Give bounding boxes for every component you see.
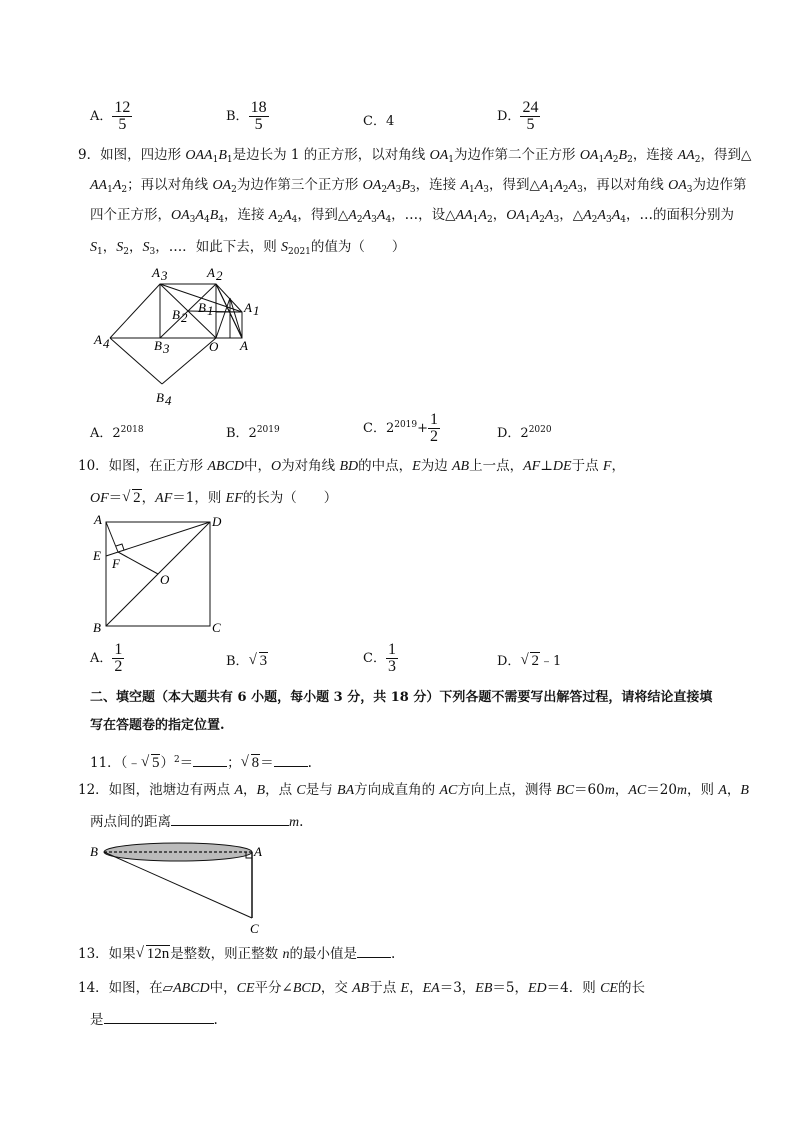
label-b2: B (172, 307, 180, 322)
label-e: E (93, 548, 101, 563)
svg-text:4: 4 (103, 336, 110, 351)
label-c: C (250, 921, 259, 936)
svg-text:1: 1 (207, 303, 214, 318)
q13: 13．如果√ 12n是整数，则正整数 n的最小值是 . (78, 944, 395, 965)
q9-option-a: A．$2^{2018}$ (90, 425, 144, 441)
q9-line-4: $S_1$，$S_2$，$S_3$，…．如此下去，则 $S_{2021}$的值为（ ） (90, 239, 406, 257)
svg-text:2: 2 (181, 310, 188, 325)
svg-text:4: 4 (165, 393, 172, 408)
q12-line-1: 12．如图，池塘边有两点 A，B，点 C是与 BA方向成直角的 AC方向上点，测得 BC＝60m，AC＝20m，则 A，B (78, 782, 749, 798)
q11-blank-1[interactable] (193, 754, 227, 767)
section-2-line-1: 二、填空题（本大题共有 6 小题，每小题 3 分，共 18 分）下列各题不需要写出解答过程，请将结论直接填 (90, 690, 713, 705)
q10-option-d: D．√ 2﹣1 (497, 650, 561, 670)
q12-line-2: 两点间的距离 m. (90, 814, 304, 830)
label-a1: A (244, 300, 252, 315)
q14-line-1: 14．如图，在▱ABCD中，CE平分∠BCD，交 AB于点 E，EA＝3，EB＝5，ED＝4．则 CE的长 (78, 980, 645, 996)
label-a: A (240, 338, 248, 353)
q14-blank[interactable] (104, 1011, 214, 1024)
label-f: F (112, 556, 120, 571)
label-b: B (90, 844, 98, 859)
label-b: B (93, 620, 101, 635)
q11: 11．（﹣√ 5）$^2$＝ ；√ 8＝ . (90, 750, 312, 773)
q9-line-1: 9．如图，四边形 $OAA_1B_1$是边长为 1 的正方形，以对角线 $OA_1$为边作第二个正方形 $OA_1A_2B_2$，连接 $AA_2$，得到△ (78, 147, 752, 165)
q10-option-b: B．√ 3 (226, 650, 268, 670)
label-b1: B (198, 300, 206, 315)
svg-text:3: 3 (163, 341, 170, 356)
label-b3: B (154, 338, 162, 353)
q9-line-2: $AA_1A_2$；再以对角线 $OA_2$为边作第三个正方形 $OA_2A_3B_3$，连接 $A_1A_3$，得到$\triangle A_1A_2A_3$，再以对角线 $OA_3$为边作第 (90, 177, 747, 195)
q10-figure (88, 512, 228, 640)
q8-option-d: D． $\frac{24}{5}$ (497, 99, 539, 133)
label-a4: A (94, 332, 102, 347)
label-a3: A (152, 265, 160, 280)
q9-option-d: D．$2^{2020}$ (497, 425, 552, 441)
svg-text:3: 3 (161, 268, 168, 283)
q9-option-b: B．$2^{2019}$ (226, 425, 280, 441)
label-a2: A (207, 265, 215, 280)
q9-option-c: C．$2^{2019}+$ $\frac{1}{2}$ (363, 411, 439, 445)
label-o: O (160, 572, 170, 587)
q10-line-2: OF＝√ 2，AF＝1，则 EF的长为（ ） (90, 488, 337, 509)
label-a: A (94, 512, 102, 527)
q9-figure (90, 262, 270, 412)
q9-line-3: 四个正方形，$OA_3A_4B_4$，连接 $A_2A_4$，得到$\triangle A_2A_3A_4$，…，设$\triangle AA_1A_2$，$OA_1A_2A_3$，$\triangle A_2A_3A_4$，…的面积分别为 (90, 207, 734, 225)
label-c: C (212, 620, 221, 635)
q14-line-2: 是 . (90, 1012, 218, 1028)
q8-option-b: B． $\frac{18}{5}$ (226, 99, 267, 133)
q8-option-a: A． $\frac{12}{5}$ (90, 99, 131, 133)
q13-blank[interactable] (357, 945, 391, 958)
label-o: O (209, 339, 219, 354)
label-d: D (212, 514, 222, 529)
q11-blank-2[interactable] (274, 754, 308, 767)
q10-line-1: 10．如图，在正方形 ABCD中，O为对角线 BD的中点，E为边 AB上一点，AF⊥DE于点 F， (78, 458, 625, 474)
q10-option-a: A． $\frac{1}{2}$ (90, 641, 123, 675)
label-b4: B (156, 390, 164, 405)
q8-option-c: C．4 (363, 114, 395, 129)
section-2-line-2: 写在答题卷的指定位置. (90, 718, 225, 733)
q12-blank[interactable] (171, 813, 289, 826)
svg-text:2: 2 (216, 268, 223, 283)
label-a: A (254, 844, 262, 859)
q12-figure (88, 838, 268, 938)
svg-text:1: 1 (253, 303, 260, 318)
q10-option-c: C． $\frac{1}{3}$ (363, 641, 396, 675)
